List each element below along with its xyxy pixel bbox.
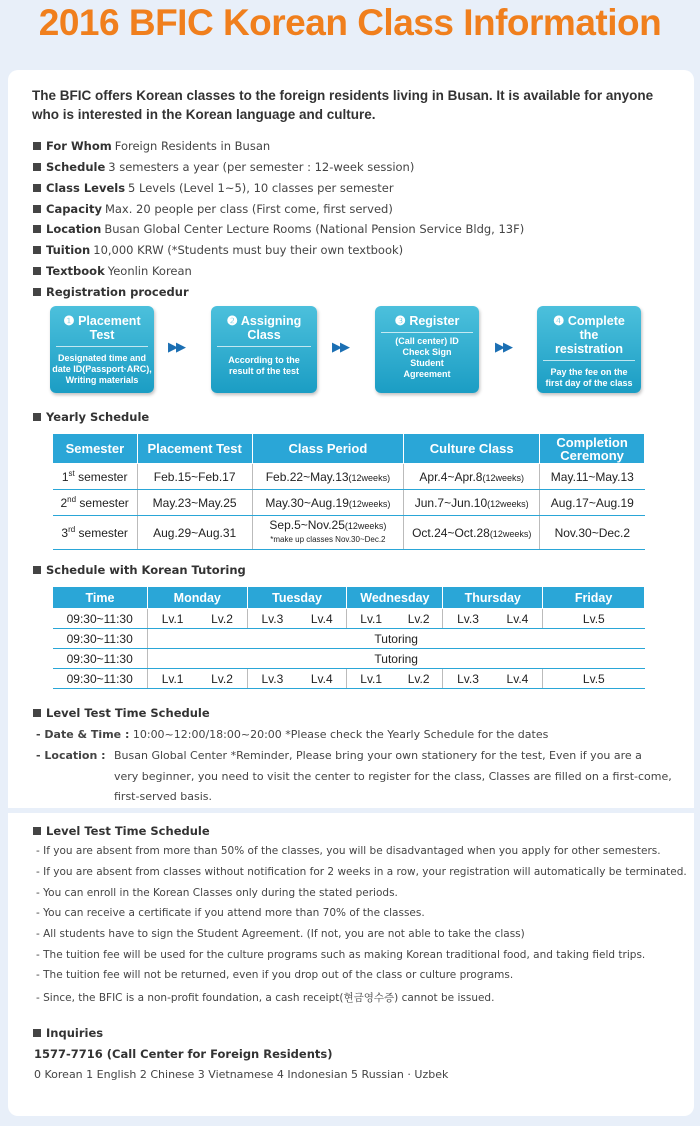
square-bullet-icon (33, 1029, 41, 1037)
notes-heading: Level Test Time Schedule (33, 824, 213, 838)
table-header-row: Time Monday Tuesday Wednesday Thursday Friday (53, 587, 645, 609)
level-test-location-label: - Location : (36, 749, 106, 762)
note-item: - If you are absent from more than 50% of the classes, you will be disadvantaged when you apply for other semesters. (36, 845, 661, 857)
arrow-icon: ▶▶ (332, 340, 348, 355)
square-bullet-icon (33, 288, 41, 296)
yearly-schedule-heading: Yearly Schedule (33, 410, 152, 424)
square-bullet-icon (33, 566, 41, 574)
note-item: - Since, the BFIC is a non-profit foundation, a cash receipt(현금영수증) cannot be issued. (36, 992, 495, 1004)
step-assigning-class: ❷ Assigning Class According to the result of the test (211, 306, 317, 393)
inquiries-phone: 1577-7716 (Call Center for Foreign Residents) (34, 1047, 333, 1061)
inquiries-languages: 0 Korean 1 English 2 Chinese 3 Vietnamese 4 Indonesian 5 Russian · Uzbek (34, 1068, 449, 1081)
note-item: - If you are absent from classes without notification for 2 weeks in a row, your registration will automatically be terminated. (36, 866, 687, 878)
table-row: 2nd semester May.23~May.25 May.30~Aug.19(12weeks) Jun.7~Jun.10(12weeks) Aug.17~Aug.19 (53, 490, 645, 516)
note-item: - All students have to sign the Student Agreement. (If not, you are not able to take the class) (36, 928, 525, 940)
square-bullet-icon (33, 267, 41, 275)
note-item: - The tuition fee will be used for the culture programs such as making Korean traditional food, and taking field trips. (36, 949, 646, 961)
table-row: 09:30~11:30 Lv.1 Lv.2 Lv.3 Lv.4 Lv.1 Lv.2 Lv.3 Lv.4 Lv.5 (53, 669, 645, 689)
table-row: 09:30~11:30 Lv.1 Lv.2 Lv.3 Lv.4 Lv.1 Lv.2 Lv.3 Lv.4 Lv.5 (53, 609, 645, 629)
tutoring-schedule-table (52, 586, 645, 689)
table-header-row: Semester Placement Test Class Period Culture Class Completion Ceremony (53, 434, 645, 464)
square-bullet-icon (33, 184, 41, 192)
square-bullet-icon (33, 163, 41, 171)
note-item: - You can receive a certificate if you attend more than 70% of the classes. (36, 907, 425, 919)
info-tuition: Tuition 10,000 KRW (*Students must buy their own textbook) (33, 243, 403, 257)
square-bullet-icon (33, 246, 41, 254)
page-title: 2016 BFIC Korean Class Information (38, 2, 662, 43)
arrow-icon: ▶▶ (168, 340, 184, 355)
info-location: Location Busan Global Center Lecture Rooms (National Pension Service Bldg, 13F) (33, 222, 524, 236)
square-bullet-icon (33, 827, 41, 835)
tutoring-schedule-heading: Schedule with Korean Tutoring (33, 563, 249, 577)
square-bullet-icon (33, 205, 41, 213)
square-bullet-icon (33, 142, 41, 150)
intro-text: The BFIC offers Korean classes to the foreign residents living in Busan. It is available for anyone who is interested in the Korean language and culture. (32, 88, 654, 122)
step-register: ❸ Register (Call center) ID Check Sign Student Agreement (375, 306, 479, 393)
level-test-location-line: Busan Global Center *Reminder, Please bring your own stationery for the test, Even if you are a (114, 749, 642, 762)
info-registration: Registration procedur (33, 285, 192, 299)
info-capacity: Capacity Max. 20 people per class (First come, first served) (33, 202, 393, 216)
square-bullet-icon (33, 225, 41, 233)
level-test-heading: Level Test Time Schedule (33, 706, 213, 720)
square-bullet-icon (33, 709, 41, 717)
step-complete-registration: ❹ Complete the resistration Pay the fee on the first day of the class (537, 306, 641, 393)
yearly-schedule-table (52, 433, 645, 550)
info-schedule: Schedule 3 semesters a year (per semester : 12-week session) (33, 160, 414, 174)
info-textbook: Textbook Yeonlin Korean (33, 264, 192, 278)
step-placement-test: ❶ Placement Test Designated time and date ID(Passport·ARC), Writing materials (50, 306, 154, 393)
table-row: 3rd semester Aug.29~Aug.31 Sep.5~Nov.25(12weeks) *make up classes Nov.30~Dec.2 Oct.24~Oct.28(12weeks) Nov.30~Dec.2 (53, 516, 645, 550)
note-item: - You can enroll in the Korean Classes only during the stated periods. (36, 887, 398, 899)
section-divider (8, 808, 694, 813)
table-row: 1st semester Feb.15~Feb.17 Feb.22~May.13(12weeks) Apr.4~Apr.8(12weeks) May.11~May.13 (53, 464, 645, 490)
square-bullet-icon (33, 413, 41, 421)
arrow-icon: ▶▶ (495, 340, 511, 355)
info-for-whom: For Whom Foreign Residents in Busan (33, 139, 270, 153)
level-test-location-line: first-served basis. (114, 790, 212, 803)
table-row: 09:30~11:30 Tutoring (53, 629, 645, 649)
info-class-levels: Class Levels 5 Levels (Level 1~5), 10 classes per semester (33, 181, 394, 195)
level-test-date: - Date & Time : 10:00~12:00/18:00~20:00 *Please check the Yearly Schedule for the dates (36, 728, 549, 741)
level-test-location-line: very beginner, you need to visit the center to register for the class, Classes are filled on a first-come, (114, 770, 672, 783)
inquiries-heading: Inquiries (33, 1026, 106, 1040)
table-row: 09:30~11:30 Tutoring (53, 649, 645, 669)
note-item: - The tuition fee will not be returned, even if you drop out of the class or culture programs. (36, 969, 514, 981)
